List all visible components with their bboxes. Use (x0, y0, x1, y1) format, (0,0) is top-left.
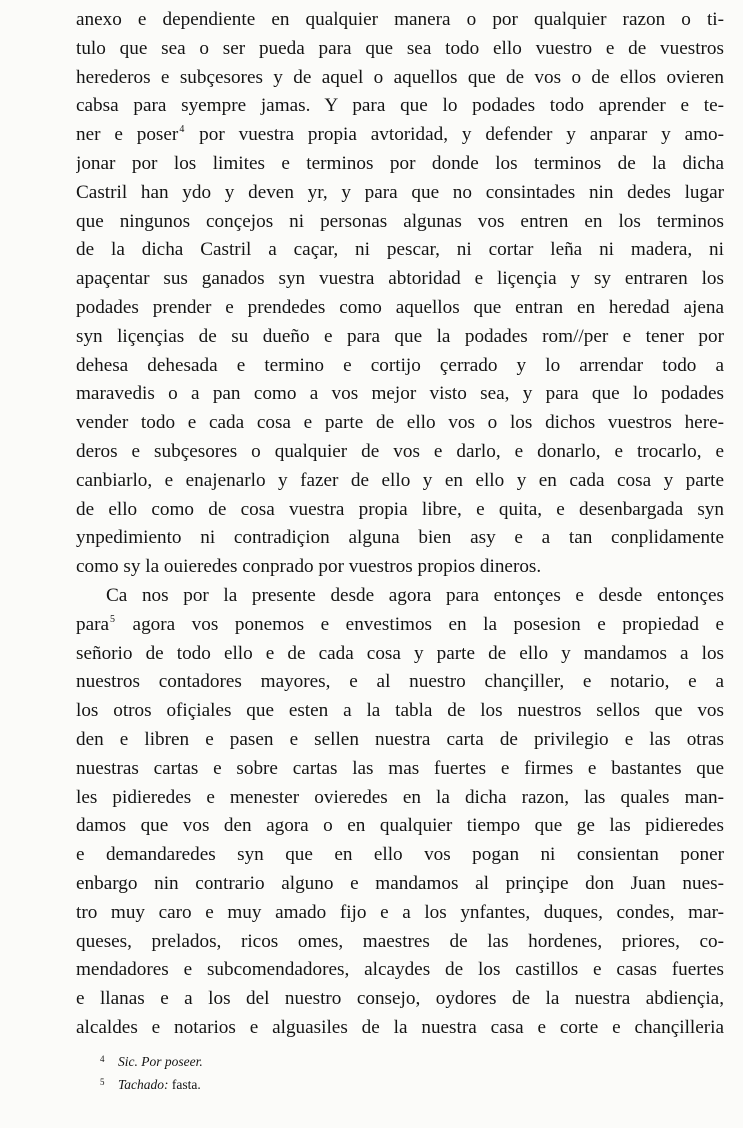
text-line: nuestras cartas e sobre cartas las mas fuertes e firmes e bastantes que (76, 757, 724, 779)
text-line: mendadores e subcomendadores, alcaydes de los castillos e casas fuertes (76, 959, 724, 981)
footnote-reference[interactable]: 4 (179, 124, 185, 136)
text-line (76, 121, 724, 150)
text-line: señorio de todo ello e de cada cosa y parte de ello y mandamos a los (76, 642, 724, 664)
paragraph-1 (76, 6, 724, 582)
text-line: e llanas e a los del nuestro consejo, oydores de la nuestra abdiençia, (76, 988, 724, 1010)
text-line: alcaldes e notarios e alguasiles de la nuestra casa e corte e chançilleria (76, 1016, 724, 1038)
text-line: syn liçençias de su dueño e para que la podades rom//per e tener por (76, 325, 724, 347)
text-line: de ello como de cosa vuestra propia libre, e quita, e desenbargada syn (76, 498, 724, 520)
footnote-mark: 5 (100, 1077, 105, 1087)
text-line: tro muy caro e muy amado fijo e a los ynfantes, duques, condes, mar- (76, 901, 724, 923)
text-line: vender todo e cada cosa e parte de ello vos o los dichos vuestros here- (76, 412, 724, 434)
text-line: podades prender e prendedes como aquellos que entran en heredad ajena (76, 296, 724, 318)
text-line: apaçentar sus ganados syn vuestra abtoridad e liçençia y sy entraren los (76, 268, 724, 290)
footnote-reference[interactable]: 5 (110, 613, 116, 625)
line-text-before-note: ner e poser (76, 124, 179, 146)
line-text-after-note: por vuestra propia avtoridad, y defender y anparar y amo- (185, 124, 724, 146)
text-line: anexo e dependiente en qualquier manera o por qualquier razon o ti- (76, 9, 724, 30)
text-line: maravedis o a pan como a vos mejor visto sea, y para que lo podades (76, 383, 724, 405)
footnote-4 (100, 1049, 660, 1072)
text-line: tulo que sea o ser pueda para que sea todo ello vuestro e de vuestros (76, 37, 724, 59)
text-line: enbargo nin contrario alguno e mandamos al prinçipe don Juan nues- (76, 872, 724, 894)
text-line: queses, prelados, ricos omes, maestres de las hordenes, priores, co- (76, 930, 724, 952)
footnote-text: fasta. (168, 1077, 201, 1092)
text-line: ynpedimiento ni contradiçion alguna bien asy e a tan conplidamente (76, 527, 724, 549)
text-line: damos que vos den agora o en qualquier tiempo que ge las pidieredes (76, 815, 724, 837)
text-line: den e libren e pasen e sellen nuestra carta de privilegio e las otras (76, 728, 724, 750)
text-line: cabsa para syempre jamas. Y para que lo podades todo aprender e te- (76, 95, 724, 117)
text-line: deros e subçesores o qualquier de vos e darlo, e donarlo, e trocarlo, e (76, 440, 724, 462)
text-line (76, 611, 724, 640)
text-line: Ca nos por la presente desde agora para entonçes e desde entonçes (106, 584, 724, 606)
footnotes (100, 1049, 660, 1095)
footnote-italic: Tachado: (118, 1077, 169, 1092)
text-line: les pidieredes e menester ovieredes en la dicha razon, las quales man- (76, 786, 724, 808)
text-line: herederos e subçesores y de aquel o aquellos que de vos o de ellos ovieren (76, 66, 724, 88)
footnote-5 (100, 1072, 660, 1095)
text-line: jonar por los limites e terminos por donde los terminos de la dicha (76, 152, 724, 174)
text-line: de la dicha Castril a caçar, ni pescar, ni cortar leña ni madera, ni (76, 239, 724, 261)
text-line: los otros ofiçiales que esten a la tabla de los nuestros sellos que vos (76, 700, 724, 722)
text-line: que ningunos conçejos ni personas algunas vos entren en los terminos (76, 210, 724, 232)
text-line: nuestros contadores mayores, e al nuestro chançiller, e notario, e a (76, 671, 724, 693)
text-line: e demandaredes syn que en ello vos pogan ni consientan poner (76, 844, 724, 866)
paragraph-2 (76, 582, 724, 1043)
text-line: Castril han ydo y deven yr, y para que no consintades nin dedes lugar (76, 181, 724, 203)
footnote-mark: 4 (100, 1054, 105, 1064)
body-text (76, 6, 724, 1043)
footnote-italic: Sic. Por poseer. (118, 1054, 203, 1069)
line-text-after-note: agora vos ponemos e envestimos en la posesion e propiedad e (116, 613, 724, 635)
line-text-before-note: para (76, 613, 110, 635)
text-line: dehesa dehesada e termino e cortijo çerrado y lo arrendar todo a (76, 354, 724, 376)
text-line: canbiarlo, e enajenarlo y fazer de ello y en ello y en cada cosa y parte (76, 469, 724, 491)
text-line: como sy la ouieredes conprado por vuestros propios dineros. (76, 556, 542, 578)
